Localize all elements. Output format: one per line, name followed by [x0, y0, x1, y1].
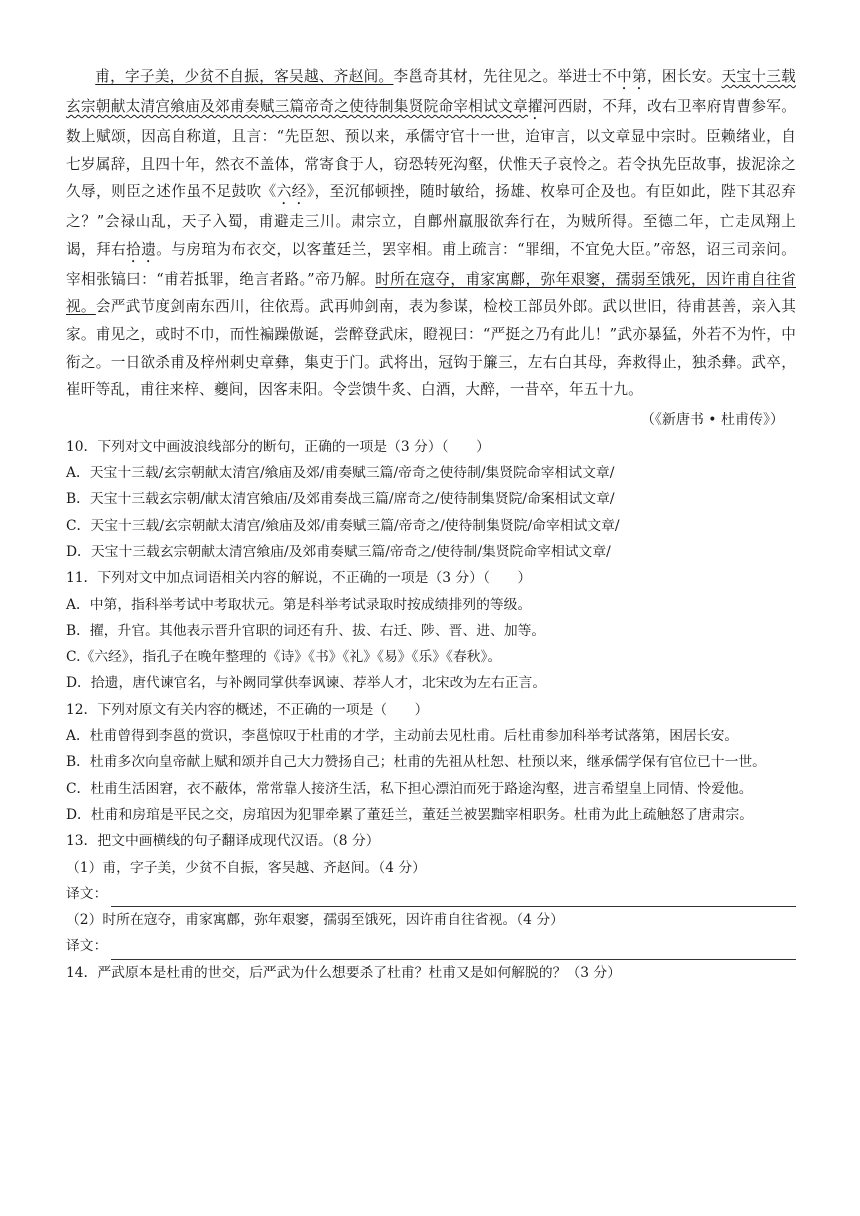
question-stem: 10．下列对文中画波浪线部分的断句，正确的一项是（3 分）（ ）	[66, 438, 490, 455]
underlined-sentence-1: 甫，字子美，少贫不自振，客吴越、齐赵间。	[95, 68, 394, 85]
option-a: A．杜甫曾得到李邕的赏识，李邕惊叹于杜甫的才学，主动前去见杜甫。后杜甫参加科举考试落第，困居长安。	[66, 728, 739, 745]
dotted-word-zhuo: 擢	[527, 98, 543, 115]
option-c: C.《六经》，指孔子在晚年整理的《诗》《书》《礼》《易》《乐》《春秋》。	[66, 649, 502, 666]
answer-line-2[interactable]	[66, 933, 796, 959]
option-a: A．天宝十三载/玄宗朝献太清宫/飨庙及郊/甫奏赋三篇/帝奇之使待制/集贤院命宰相试文章/	[66, 465, 615, 482]
answer-label: 译文：	[66, 938, 108, 955]
passage-text: ，困长安。	[646, 68, 722, 85]
passage-text: ，至沉郁顿挫，随时敏给，扬雄、枚皋可企及也。有臣如此，陛下其忍弃之？”会禄山乱，天子入蜀，甫避走三川。肃宗立，自鄜州羸服欲奔行在，为贼所得。至德二年，亡走凤翔上谒，拜右	[66, 183, 796, 258]
passage-text: 李邕奇其材，先往见之。举进士不	[393, 68, 618, 85]
exam-page	[66, 63, 796, 986]
answer-rule[interactable]	[111, 888, 796, 907]
option-d: D．杜甫和房琯是平民之交，房琯因为犯罪牵累了董廷兰，董廷兰被罢黜宰相职务。杜甫为此上疏触怒了唐肃宗。	[66, 806, 754, 823]
answer-line-1[interactable]	[66, 881, 796, 907]
question-stem: 12．下列对原文有关内容的概述，不正确的一项是（ ）	[66, 701, 429, 718]
dotted-word-liujing: 《六经》	[261, 183, 315, 201]
underlined-sentence-2: 时所在寇夺，甫家寓鄜，弥年艰窭，孺弱至饿死，因许甫自往省视。	[66, 270, 796, 316]
dotted-word-shiyi: 拾遗	[126, 240, 157, 258]
question-stem: 14．严武原本是杜甫的世交，后严武为什么想要杀了杜甫？杜甫又是如何解脱的？（3 分）	[66, 964, 621, 981]
classical-passage	[66, 63, 796, 404]
answer-rule[interactable]	[111, 941, 796, 960]
sub-question-2: （2）时所在寇夺，甫家寓鄜，弥年艰窭，孺弱至饿死，因许甫自往省视。（4 分）	[66, 912, 564, 929]
question-12	[66, 697, 796, 828]
passage-text: 会严武节度剑南东西川，往依焉。武再帅剑南，表为参谋，检校工部员外郎。武以世旧，待甫甚善，亲入其家。甫见之，或时不巾，而性褊躁傲诞，尝醉登武床，瞪视曰：“严挺之乃有此儿！”武亦暴猛，外若不为忤，中衔之。一日欲杀甫及梓州刺史章彝，集吏于门。武将出，冠钩于簾三，左右白其母，奔救得止，独杀彝。武卒，崔旰等乱，甫往来梓、夔间，因客耒阳。令尝馈牛炙、白酒，大醉，一昔卒，年五十九。	[66, 298, 797, 399]
question-stem: 11．下列对文中加点词语相关内容的解说，不正确的一项是（3 分）（ ）	[66, 570, 532, 587]
option-a: A．中第，指科举考试中考取状元。第是科举考试录取时按成绩排列的等级。	[66, 596, 532, 613]
question-11	[66, 565, 796, 696]
question-stem: 13．把文中画横线的句子翻译成现代汉语。（8 分）	[66, 833, 380, 850]
question-10	[66, 434, 796, 565]
option-c: C．天宝十三载/玄宗朝献太清宫/飨庙及郊/甫奏赋三篇/帝奇之/使待制集贤院/命宰相试文章/	[66, 517, 620, 534]
question-13	[66, 828, 796, 959]
option-c: C．杜甫生活困窘，衣不蔽体，常常靠人接济生活，私下担心漂泊而死于路途沟壑，进言希望皇上同情、怜爱他。	[66, 780, 753, 797]
sub-question-1: （1）甫，字子美，少贫不自振，客吴越、齐赵间。（4 分）	[66, 859, 426, 876]
option-b: B．天宝十三载玄宗朝/献太清宫飨庙/及郊甫奏战三篇/席奇之/使待制集贤院/命案相试文章/	[66, 491, 615, 508]
passage-text: 。与房琯为布衣交，以客董廷兰，罢宰相。甫上疏言：“罪细，不宜免大臣。”帝怒，诏三司亲问。宰相张镐曰：“甫若抵罪，绝言者路。”帝乃解。	[66, 240, 796, 288]
option-d: D．天宝十三载玄宗朝献太清宫飨庙/及郊甫奏赋三篇/帝奇之/使待制/集贤院命宰相试文章/	[66, 543, 611, 560]
passage-text: 河西尉，不拜，改右卫率府胄曹参军。数上赋颂，因高自称道，且言：“先臣恕、预以来，承儒守官十一世，迨审言，以文章显中宗时。臣赖绪业，自七岁属辞，且四十年，然衣不盖体，常寄食于人，窃恐转死沟壑，伏惟天子哀怜之。若令执先臣故事，拔泥涂之久辱，则臣之述作虽不足鼓吹	[66, 98, 797, 201]
wavy-underlined-section: 天宝十三载玄宗朝献太清宫飨庙及郊甫奏赋三篇帝奇之使待制集贤院命宰相试文章	[66, 68, 796, 115]
option-d: D．拾遗，唐代谏官名，与补阙同掌供奉讽谏、荐举人才，北宋改为左右正言。	[66, 675, 547, 692]
question-14	[66, 960, 796, 986]
passage-source: （《新唐书 • 杜甫传》）	[640, 411, 784, 428]
answer-label: 译文：	[66, 885, 108, 902]
option-b: B．杜甫多次向皇帝献上赋和颂并自己大力赞扬自己；杜甫的先祖从杜恕、杜预以来，继承儒学保有官位已十一世。	[66, 754, 766, 771]
dotted-word-zhongdi: 中第	[617, 68, 647, 85]
option-b: B．擢，升官。其他表示晋升官职的词还有升、拔、右迁、陟、晋、进、加等。	[66, 622, 546, 639]
